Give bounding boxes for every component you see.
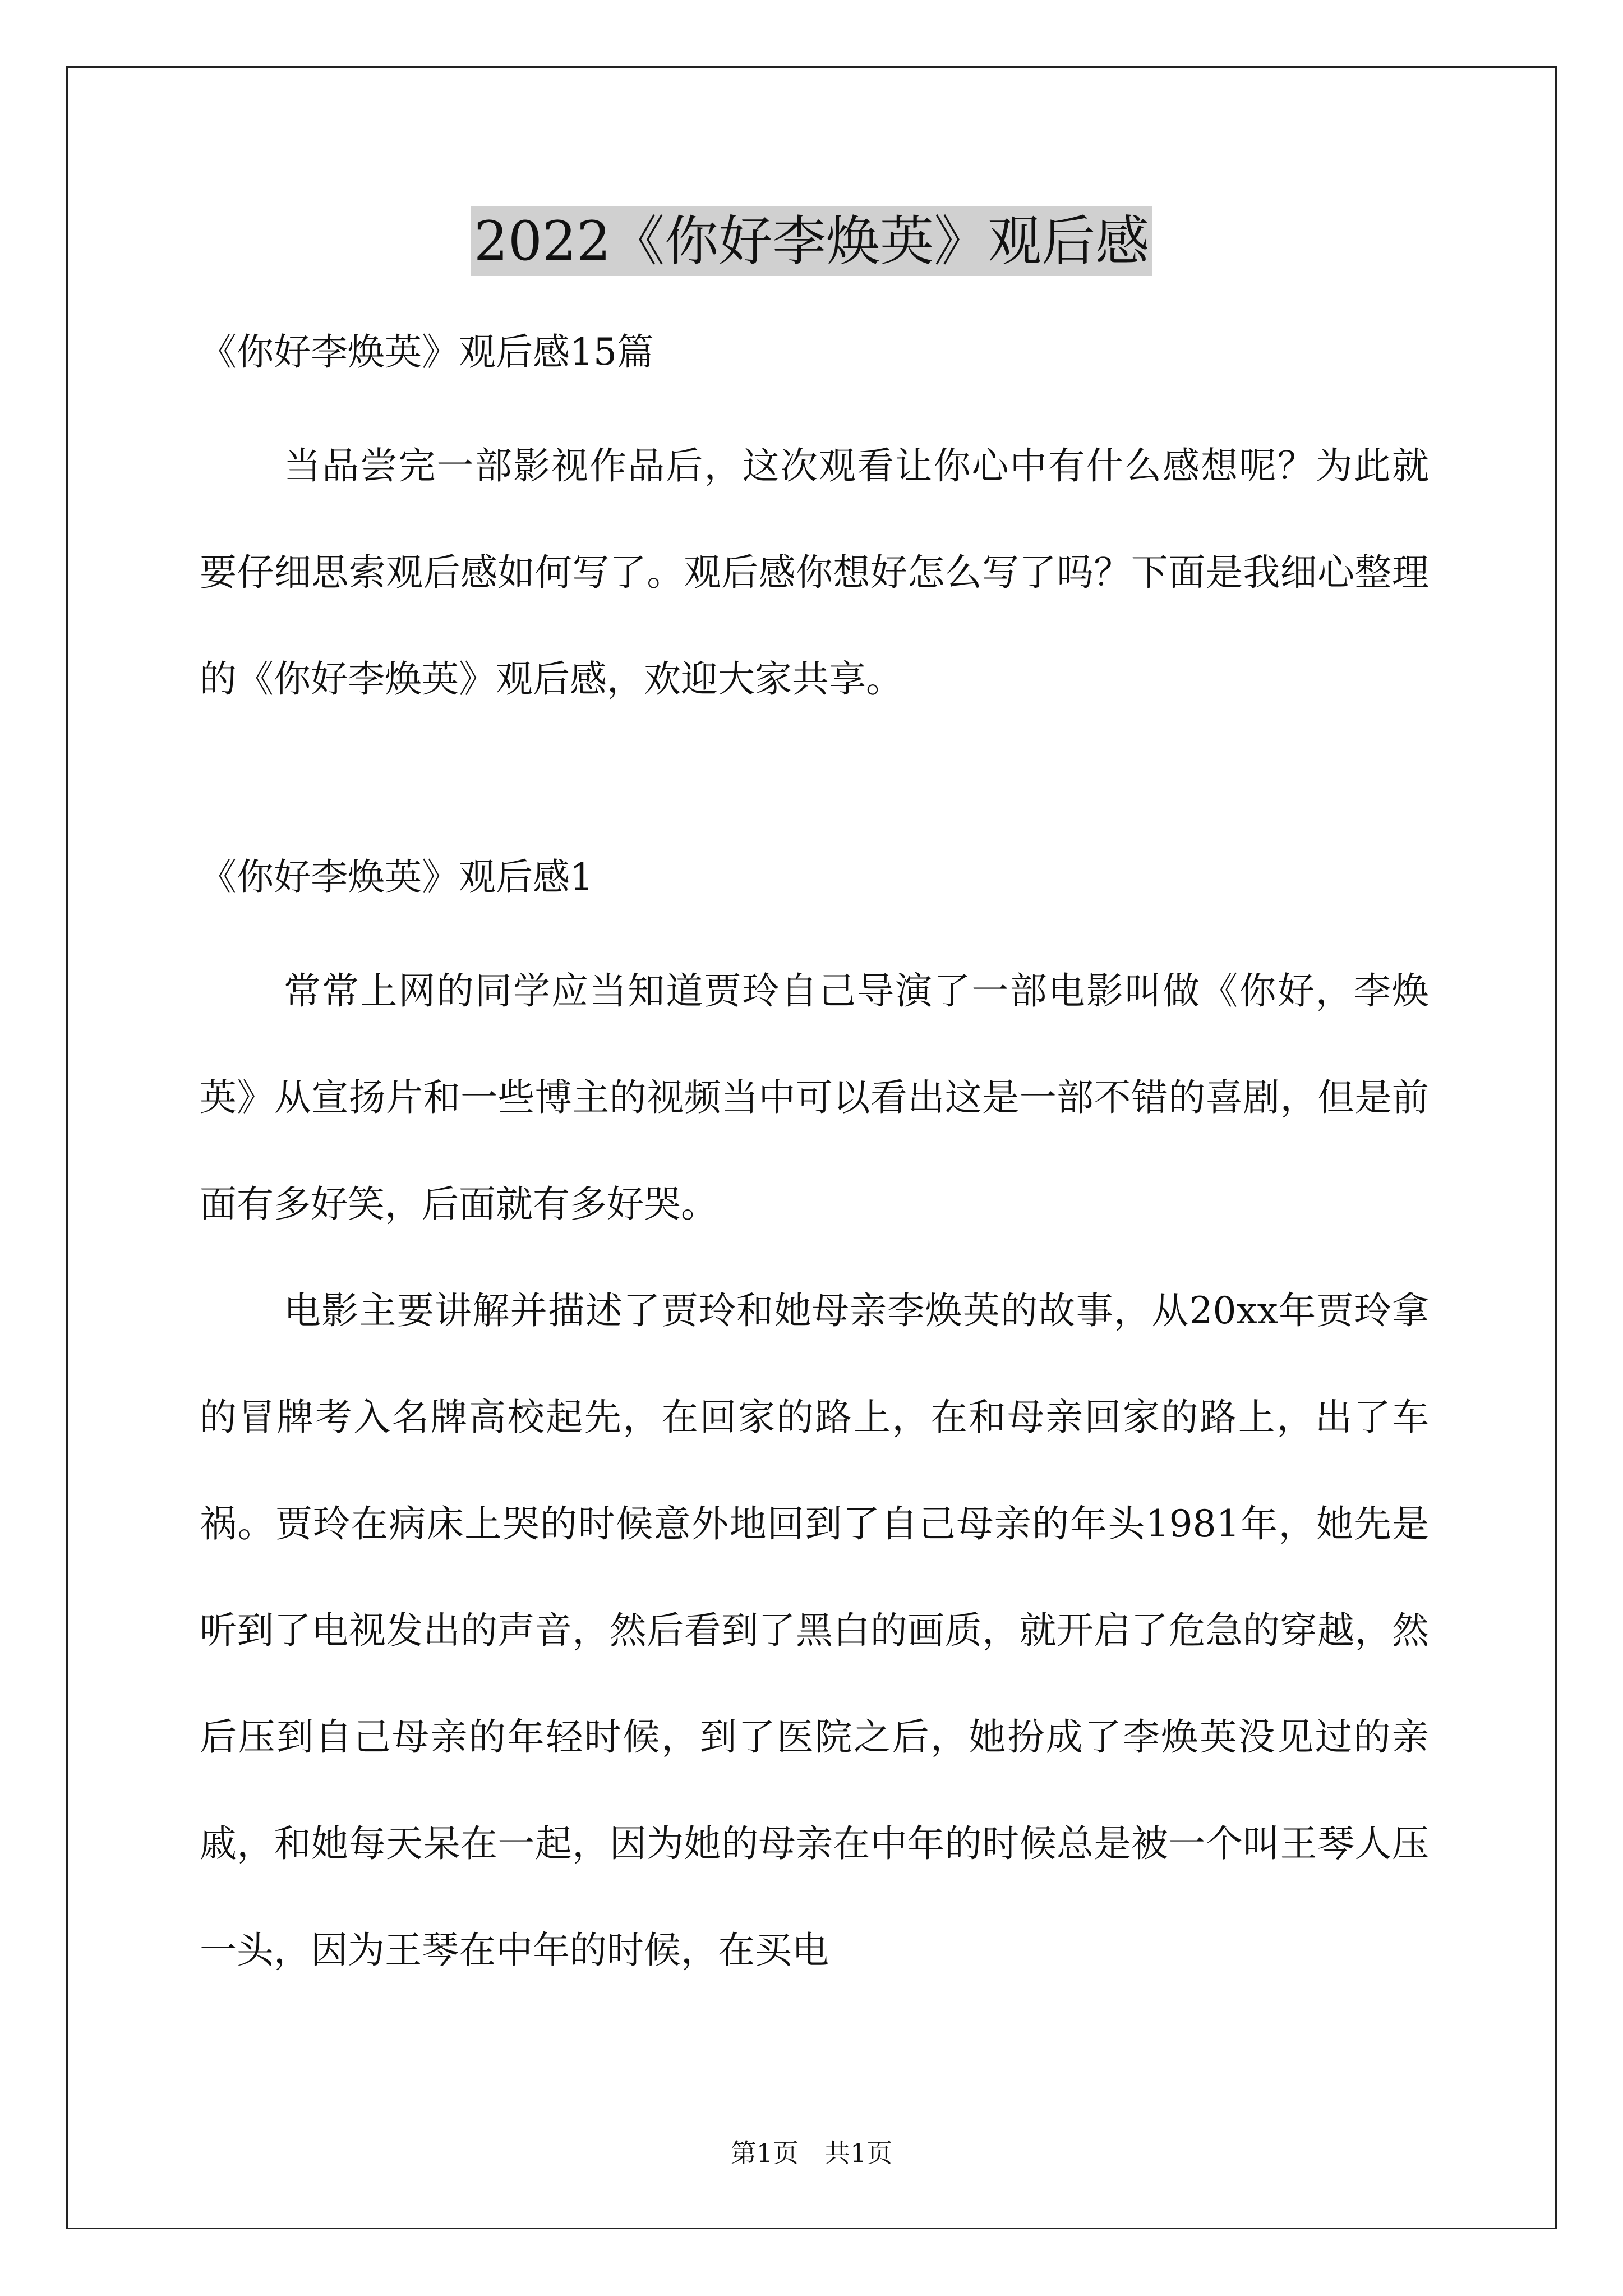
document-subtitle: 《你好李焕英》观后感15篇 <box>200 330 654 374</box>
spacer <box>200 904 1429 938</box>
section-heading: 《你好李焕英》观后感1 <box>200 855 593 899</box>
body-paragraph: 常常上网的同学应当知道贾玲自己导演了一部电影叫做《你好，李焕英》从宣扬片和一些博主的视频当中可以看出这是一部不错的喜剧，但是前面有多好笑，后面就有多好哭。 <box>200 969 1429 1226</box>
intro-paragraph: 当品尝完一部影视作品后，这次观看让你心中有什么感想呢？为此就要仔细思索观后感如何写了。观后感你想好怎么写了吗？下面是我细心整理的《你好李焕英》观后感，欢迎大家共享。 <box>200 444 1429 701</box>
body-paragraph: 电影主要讲解并描述了贾玲和她母亲李焕英的故事，从20xx年贾玲拿的冒牌考入名牌高校起先，在回家的路上，在和母亲回家的路上，出了车祸。贾玲在病床上哭的时候意外地回到了自己母亲的年头1981年，她先是听到了电视发出的声音，然后看到了黑白的画质，就开启了危急的穿越，然后压到自己母亲的年轻时候，到了医院之后，她扮成了李焕英没见过的亲戚，和她每天呆在一起，因为她的母亲在中年的时候总是被一个叫王琴人压一头，因为王琴在中年的时候，在买电 <box>200 1289 1429 1972</box>
document-body <box>200 325 1429 2004</box>
document-title: 2022《你好李焕英》观后感 <box>471 206 1152 276</box>
spacer <box>200 379 1429 413</box>
title-container <box>0 206 1623 276</box>
page-footer: 第1页 共1页 <box>730 2138 893 2168</box>
spacer <box>200 733 1429 850</box>
